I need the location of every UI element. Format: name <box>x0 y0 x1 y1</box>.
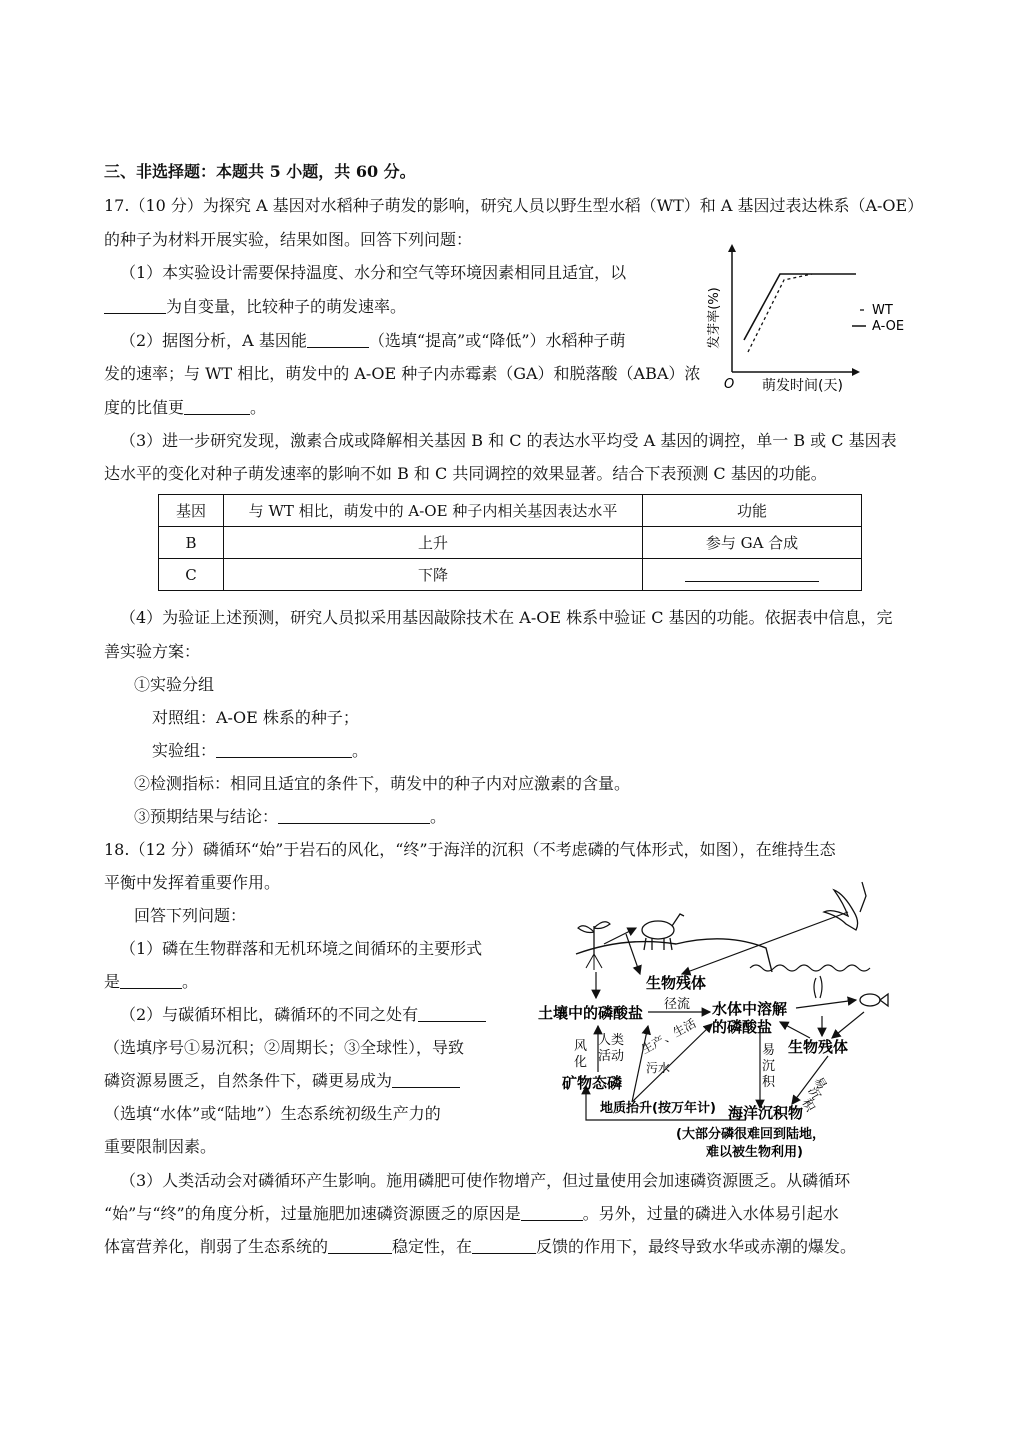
q17-part1-line1: （1）本实验设计需要保持温度、水分和空气等环境因素相同且适宜，以 <box>120 263 627 282</box>
graph-y-arrow <box>728 244 736 252</box>
q17-part4-line2: 善实验方案： <box>104 642 201 661</box>
answer-blank[interactable] <box>328 1237 392 1254</box>
legend-aoe-label: A-OE <box>872 319 905 334</box>
q17-step2: ②检测指标：相同且适宜的条件下，萌发中的种子内对应激素的含量。 <box>134 774 631 793</box>
graph-origin: O <box>724 377 735 392</box>
weathering-1: 风 <box>574 1039 588 1054</box>
marine-sediment: 海洋沉积物 <box>728 1104 804 1122</box>
q17-step3: ③预期结果与结论： 。 <box>134 807 447 826</box>
table-cell: 参与 GA 合成 <box>643 527 862 559</box>
wt-curve <box>748 274 812 352</box>
answer-blank[interactable] <box>307 331 369 348</box>
bio-remains-water: 生物残体 <box>788 1038 849 1056</box>
human-activity-1: 人类 <box>598 1033 625 1048</box>
germination-graph <box>700 240 930 400</box>
easy-sink-a3: 积 <box>762 1075 776 1090</box>
note-line1: (大部分磷很难回到陆地， <box>676 1127 825 1142</box>
q18-part3-line1: （3）人类活动会对磷循环产生影响。施用磷肥可使作物增产，但过量使用会加速磷资源匮乏。从磷循环 <box>120 1171 851 1190</box>
table-cell: C <box>159 559 224 591</box>
answer-blank[interactable] <box>278 807 430 824</box>
q18-part2-line5: 重要限制因素。 <box>104 1137 217 1156</box>
q17-part2-line2: 发的速率；与 WT 相比，萌发中的 A-OE 种子内赤霉素（GA）和脱落酸（ABA）浓 <box>104 364 701 383</box>
answer-blank[interactable] <box>418 1005 486 1022</box>
graph-y-label: 发芽率(%) <box>707 287 722 349</box>
easy-sink-b3: 积 <box>799 1096 818 1114</box>
q18-stem-line2: 平衡中发挥着重要作用。 <box>104 873 281 892</box>
answer-blank[interactable] <box>392 1071 460 1088</box>
q17-stem-line2: 的种子为材料开展实验，结果如图。回答下列问题： <box>104 230 473 249</box>
q18-part3-line3: 体富营养化，削弱了生态系统的 稳定性，在 反馈的作用下，最终导致水华或赤潮的爆发。 <box>104 1237 857 1256</box>
legend-wt-label: WT <box>872 303 893 318</box>
human-activity-2: 活动 <box>598 1049 625 1064</box>
q17-part3-line2: 达水平的变化对种子萌发速率的影响不如 B 和 C 共同调控的效果显著。结合下表预测 C 基因的功能。 <box>104 464 827 483</box>
answer-blank[interactable] <box>521 1204 583 1221</box>
table-row <box>159 559 862 591</box>
table-cell: 下降 <box>224 559 643 591</box>
q17-stem-line1: 17.（10 分）为探究 A 基因对水稻种子萌发的影响，研究人员以野生型水稻（WT）和 A 基因过表达株系（A-OE） <box>104 196 924 215</box>
weathering-2: 化 <box>574 1055 588 1070</box>
q17-part1-line2: 为自变量，比较种子的萌发速率。 <box>104 297 406 317</box>
answer-blank[interactable] <box>685 565 819 582</box>
q18-part2-line2: （选填序号①易沉积；②周期长；③全球性），导致 <box>104 1038 465 1057</box>
seaweed-icon <box>814 976 822 998</box>
q18-part2-line4: （选填“水体”或“陆地”）生态系统初级生产力的 <box>104 1104 441 1123</box>
table-header-row <box>159 495 862 527</box>
table-header: 功能 <box>643 495 862 527</box>
bio-remains-land: 生物残体 <box>646 974 707 992</box>
q18-answer-prompt: 回答下列问题： <box>134 906 247 925</box>
answer-blank[interactable] <box>216 741 352 758</box>
water-waves <box>750 965 870 971</box>
easy-sink-a2: 沉 <box>762 1059 776 1074</box>
q18-part3-line2: “始”与“终”的角度分析，过量施肥加速磷资源匮乏的原因是 。另外，过量的磷进入水体易引起水 <box>104 1204 839 1223</box>
q17-part2-line1: （2）据图分析，A 基因能 （选填“提高”或“降低”）水稻种子萌 <box>120 331 626 350</box>
q17-step1: ①实验分组 <box>134 675 215 694</box>
table-header: 基因 <box>159 495 224 527</box>
answer-blank[interactable] <box>104 297 166 314</box>
phosphorus-cycle-diagram <box>536 876 896 1166</box>
q17-part2-line3: 度的比值更 。 <box>104 398 267 417</box>
q17-part3-line1: （3）进一步研究发现，激素合成或降解相关基因 B 和 C 的表达水平均受 A 基因的调控，单一 B 或 C 基因表 <box>120 431 897 450</box>
sewage-1: 生产、生活 <box>638 1016 699 1057</box>
dissolved-phosphate-2: 的磷酸盐 <box>712 1018 773 1036</box>
eagle-icon <box>824 882 866 930</box>
q17-experiment-group: 实验组： 。 <box>152 741 369 760</box>
answer-blank[interactable] <box>472 1237 536 1254</box>
q18-part1-line2: 是 。 <box>104 972 199 991</box>
aoe-curve <box>744 274 856 340</box>
dissolved-phosphate-1: 水体中溶解 <box>712 1000 788 1018</box>
easy-sink-b1: 易 <box>811 1074 830 1092</box>
soil-phosphate: 土壤中的磷酸盐 <box>538 1004 644 1022</box>
answer-blank[interactable] <box>120 972 182 989</box>
easy-sink-a1: 易 <box>762 1043 776 1058</box>
mineral-phosphorus: 矿物态磷 <box>562 1074 623 1092</box>
graph-x-arrow <box>852 368 860 376</box>
q18-part2-line1: （2）与碳循环相比，磷循环的不同之处有 <box>120 1005 486 1025</box>
table-header: 与 WT 相比，萌发中的 A-OE 种子内相关基因表达水平 <box>224 495 643 527</box>
easy-sink-b2: 沉 <box>805 1084 824 1102</box>
sewage-2: 污水 <box>646 1061 671 1075</box>
runoff-label: 径流 <box>664 997 691 1012</box>
geological-uplift: 地质抬升(按万年计) <box>600 1101 716 1116</box>
q17-part4-line1: （4）为验证上述预测，研究人员拟采用基因敲除技术在 A-OE 株系中验证 C 基因的功能。依据表中信息，完 <box>120 608 893 627</box>
section-heading: 三、非选择题：本题共 5 小题，共 60 分。 <box>104 162 416 181</box>
graph-x-label: 萌发时间(天) <box>762 378 843 394</box>
q17-control-group: 对照组：A-OE 株系的种子； <box>152 708 359 727</box>
table-row <box>159 527 862 559</box>
table-cell: B <box>159 527 224 559</box>
table-cell: 上升 <box>224 527 643 559</box>
answer-blank[interactable] <box>184 398 250 415</box>
goat-icon <box>642 914 684 950</box>
note-line2: 难以被生物利用) <box>706 1145 803 1160</box>
table-cell <box>643 559 862 591</box>
q18-part1-line1: （1）磷在生物群落和无机环境之间循环的主要形式 <box>120 939 483 958</box>
gene-table <box>158 494 862 591</box>
fish-icon <box>860 994 888 1006</box>
q18-stem-line1: 18.（12 分）磷循环“始”于岩石的风化，“终”于海洋的沉积（不考虑磷的气体形式，如图），在维持生态 <box>104 840 836 859</box>
q18-part2-line3: 磷资源易匮乏，自然条件下，磷更易成为 <box>104 1071 460 1091</box>
